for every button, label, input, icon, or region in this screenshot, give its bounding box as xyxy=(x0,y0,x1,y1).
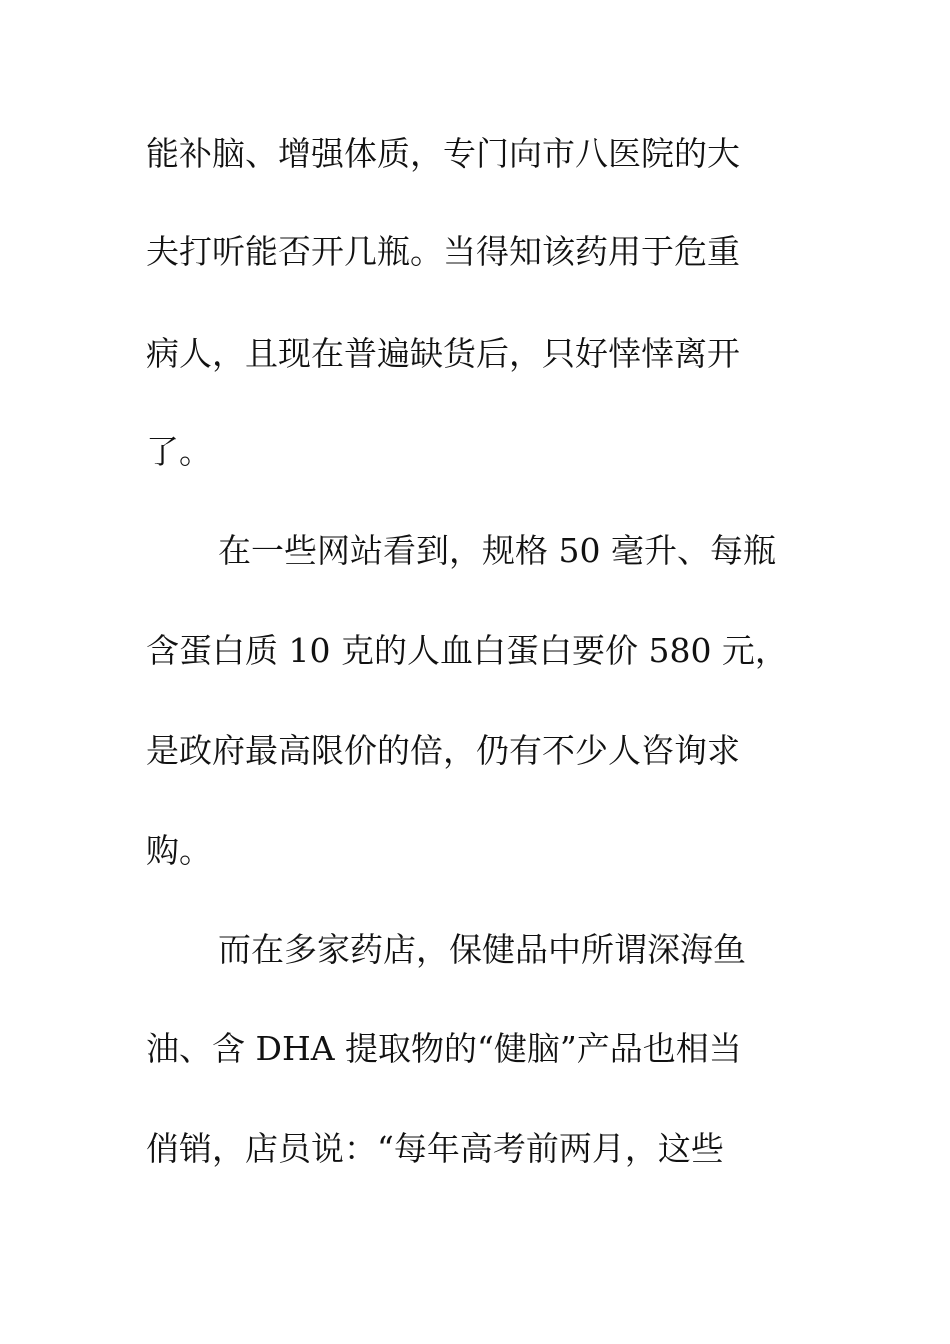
paragraph-3-line-2: 油、含 DHA 提取物的“健脑”产品也相当 xyxy=(146,1029,742,1068)
paragraph-2-line-2: 含蛋白质 10 克的人血白蛋白要价 580 元， xyxy=(146,631,788,670)
paragraph-3-line-3: 俏销，店员说：“每年高考前两月，这些 xyxy=(146,1129,724,1168)
paragraph-2-line-1: 在一些网站看到，规格 50 毫升、每瓶 xyxy=(218,531,776,570)
paragraph-1-line-2: 夫打听能否开几瓶。当得知该药用于危重 xyxy=(146,232,740,271)
paragraph-1-line-4: 了。 xyxy=(146,432,212,471)
paragraph-3-line-1: 而在多家药店，保健品中所谓深海鱼 xyxy=(218,930,746,969)
paragraph-2-line-4: 购。 xyxy=(146,831,212,870)
paragraph-1-line-1: 能补脑、增强体质，专门向市八医院的大 xyxy=(146,134,740,173)
paragraph-1-line-3: 病人，且现在普遍缺货后，只好悻悻离开 xyxy=(146,334,740,373)
paragraph-2-line-3: 是政府最高限价的倍，仍有不少人咨询求 xyxy=(146,731,740,770)
